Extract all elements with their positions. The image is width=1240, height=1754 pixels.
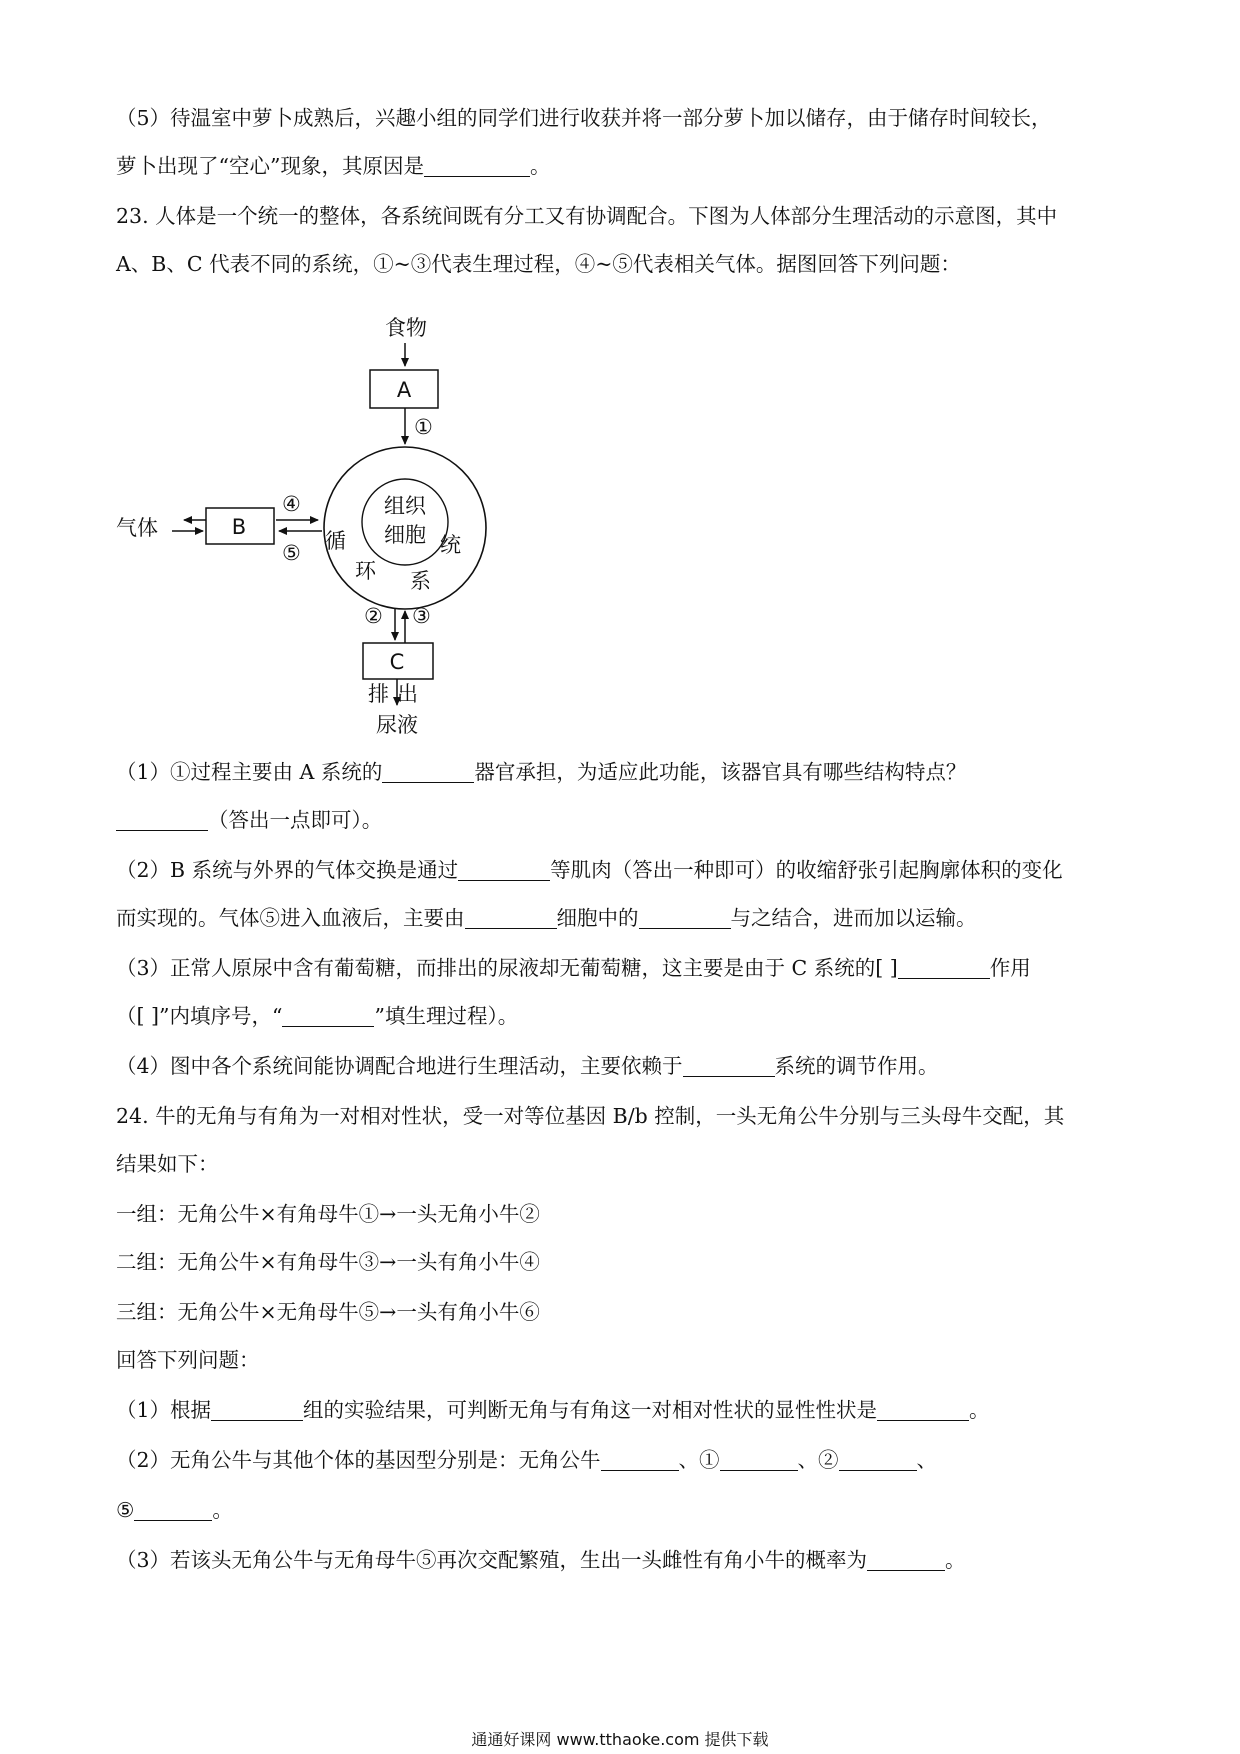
text: （2）B 系统与外界的气体交换是通过: [116, 858, 459, 882]
system-c-label: C: [389, 650, 405, 674]
process-3-label: ③: [412, 604, 431, 628]
gas-5-label: ⑤: [282, 541, 301, 565]
q24-part2-line1: [116, 1450, 937, 1471]
text: 、: [916, 1448, 938, 1472]
ring-char-huan: 环: [355, 559, 376, 583]
text: （1）根据: [116, 1398, 212, 1422]
q24-stem-line2: [116, 1154, 219, 1175]
text: 。: [529, 154, 551, 178]
text: （5）待温室中萝卜成熟后，兴趣小组的同学们进行收获并将一部分萝卜加以储存，由于储存时间较长，: [116, 106, 1052, 130]
q23-part1-line2: [116, 810, 382, 831]
page-footer: 通通好课网 www.tthaoke.com 提供下载: [471, 1730, 769, 1749]
answer-blank[interactable]: [720, 1450, 798, 1471]
text: （3）正常人原尿中含有葡萄糖，而排出的尿液却无葡萄糖，这主要是由于 C 系统的[ ]: [116, 956, 898, 980]
text: （答出一点即可）。: [208, 808, 383, 832]
q24-part3: [116, 1550, 966, 1571]
text: （[ ]”内填序号，“: [116, 1004, 283, 1028]
q24-stem-line1: [116, 1106, 1064, 1127]
q24-group2: [116, 1252, 540, 1273]
answer-blank[interactable]: [282, 1006, 374, 1027]
q23-part2-line1: [116, 860, 1063, 881]
text: 结果如下：: [116, 1152, 219, 1176]
answer-blank[interactable]: [458, 860, 550, 881]
answer-blank[interactable]: [465, 908, 557, 929]
text: 回答下列问题：: [116, 1348, 260, 1372]
answer-blank[interactable]: [898, 958, 990, 979]
text: 与之结合，进而加以运输。: [730, 906, 977, 930]
tissue-cell-label-1: 组织: [384, 494, 426, 518]
q24-ask: [116, 1350, 260, 1371]
text: 二组：无角公牛×有角母牛③→一头有角小牛④: [116, 1250, 540, 1274]
q23-part4: [116, 1056, 939, 1077]
answer-blank[interactable]: [839, 1450, 917, 1471]
gas-4-label: ④: [282, 492, 301, 516]
text: 细胞中的: [556, 906, 639, 930]
ring-char-xun: 循: [325, 529, 346, 553]
text: 、①: [678, 1448, 720, 1472]
excrete-label: 排出: [368, 682, 426, 706]
gas-label: 气体: [116, 516, 158, 540]
answer-blank[interactable]: [134, 1500, 212, 1521]
q23-part3-line2: [116, 1006, 518, 1027]
text: 组的实验结果，可判断无角与有角这一对相对性状的显性性状是: [303, 1398, 878, 1422]
text: 一组：无角公牛×有角母牛①→一头无角小牛②: [116, 1202, 540, 1226]
text: （1）①过程主要由 A 系统的: [116, 760, 383, 784]
tissue-cell-circle: [362, 479, 448, 565]
text: 23. 人体是一个统一的整体，各系统间既有分工又有协调配合。下图为人体部分生理活动的示意图，其中: [116, 204, 1058, 228]
q23-part2-line2: [116, 908, 977, 929]
text: ”填生理过程）。: [374, 1004, 519, 1028]
text: ⑤: [116, 1498, 135, 1522]
text: （4）图中各个系统间能协调配合地进行生理活动，主要依赖于: [116, 1054, 683, 1078]
system-b-label: B: [231, 515, 247, 539]
text: 萝卜出现了“空心”现象，其原因是: [116, 154, 424, 178]
q23-part3-line1: [116, 958, 1031, 979]
text: （2）无角公牛与其他个体的基因型分别是：无角公牛: [116, 1448, 601, 1472]
text: 24. 牛的无角与有角为一对相对性状，受一对等位基因 B/b 控制，一头无角公牛分别与三头母牛交配，其: [116, 1104, 1065, 1128]
urine-label: 尿液: [376, 713, 418, 737]
tissue-cell-label-2: 细胞: [384, 523, 426, 547]
text: 、②: [797, 1448, 839, 1472]
text: （3）若该头无角公牛与无角母牛⑤再次交配繁殖，生出一头雌性有角小牛的概率为: [116, 1548, 868, 1572]
text: 器官承担，为适应此功能，该器官具有哪些结构特点？: [474, 760, 967, 784]
text: A、B、C 代表不同的系统，①~③代表生理过程，④~⑤代表相关气体。据图回答下列问题：: [116, 252, 961, 276]
q23-part1-line1: [116, 762, 966, 783]
text: 。: [212, 1498, 233, 1522]
text: 而实现的。气体⑤进入血液后，主要由: [116, 906, 465, 930]
text: 。: [969, 1398, 990, 1422]
q24-part1: [116, 1400, 990, 1421]
process-1-label: ①: [414, 415, 433, 439]
answer-blank[interactable]: [683, 1056, 775, 1077]
q24-group3: [116, 1302, 540, 1323]
food-label: 食物: [385, 316, 427, 340]
ring-char-tong: 统: [440, 533, 461, 557]
q24-group1: [116, 1204, 540, 1225]
answer-blank[interactable]: [116, 810, 208, 831]
system-a-label: A: [396, 378, 412, 402]
answer-blank[interactable]: [211, 1400, 303, 1421]
text: 系统的调节作用。: [774, 1054, 939, 1078]
text: 等肌肉（答出一种即可）的收缩舒张引起胸廓体积的变化: [550, 858, 1063, 882]
text: 。: [945, 1548, 966, 1572]
answer-blank[interactable]: [639, 908, 731, 929]
answer-blank[interactable]: [877, 1400, 969, 1421]
q24-part2-line2: [116, 1500, 233, 1521]
answer-blank[interactable]: [601, 1450, 679, 1471]
answer-blank[interactable]: [382, 762, 474, 783]
answer-blank[interactable]: [867, 1550, 945, 1571]
text: 三组：无角公牛×无角母牛⑤→一头有角小牛⑥: [116, 1300, 540, 1324]
process-2-label: ②: [364, 604, 383, 628]
text: 作用: [989, 956, 1031, 980]
ring-char-xi: 系: [410, 569, 431, 593]
